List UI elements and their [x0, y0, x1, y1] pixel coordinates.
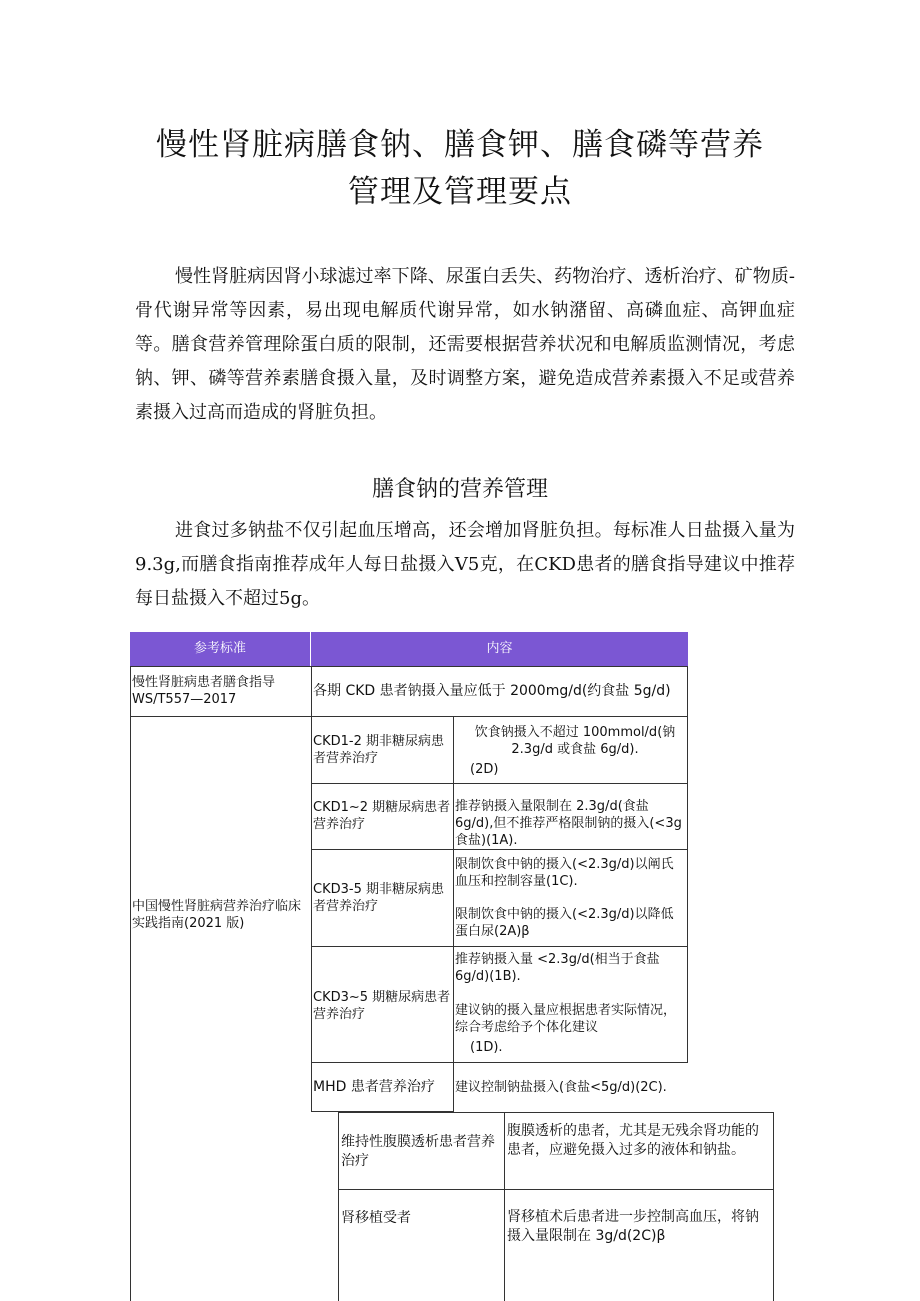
content-cell: 限制饮食中钠的摄入(<2.3g/d)以阐氏血压和控制容量(1C).: [455, 857, 674, 889]
rule: [338, 1112, 339, 1301]
category-cell: 维持性腹膜透析患者营养治疗: [341, 1134, 495, 1169]
rule: [311, 946, 688, 947]
content-cell: 建议钠的摄入量应根据患者实际情况，综合考虑给予个体化建议: [455, 1003, 677, 1035]
category-cell: CKD3-5 期非糖尿病患者营养治疗: [313, 882, 444, 914]
content-cell: 饮食钠摄入不超过 100mmol/d(钠 2.3g/d 或食盐 6g/d).: [474, 725, 676, 757]
table-header-standard: 参考标准: [130, 632, 310, 666]
rule: [311, 1062, 688, 1063]
content-cell: 推荐钠摄入量限制在 2.3g/d(食盐 6g/d),但不推荐严格限制钠的摄入(<3g 食盐)(1A).: [455, 799, 682, 848]
content-cell: 肾移植术后患者进一步控制高血压，将钠摄入量限制在 3g/d(2C)β: [507, 1209, 759, 1244]
rule: [311, 783, 688, 784]
content-cell: (2D): [470, 762, 499, 777]
rule: [338, 1112, 774, 1113]
row1-content: 各期 CKD 患者钠摄入量应低于 2000mg/d(约食盐 5g/d): [313, 683, 671, 699]
table-header-content: 内容: [311, 632, 688, 666]
rule: [311, 849, 688, 850]
row1-standard: 慢性肾脏病患者膳食指导 WS/T557—2017: [132, 675, 276, 707]
rule: [687, 666, 688, 1062]
rule: [130, 666, 688, 667]
rule: [130, 716, 688, 717]
category-cell: MHD 患者营养治疗: [313, 1079, 435, 1095]
intro-paragraph: 慢性肾脏病因肾小球滤过率下降、尿蛋白丢失、药物治疗、透析治疗、矿物质-骨代谢异常等因素，易出现电解质代谢异常，如水钠潴留、高磷血症、高钾血症等。膳食营养管理除蛋白质的限制，还需要根据营养状况和电解质监测情况，考虑钠、钾、磷等营养素膳食摄入量，及时调整方案，避免造成营养素摄入不足或营养素摄入过高而造成的肾脏负担。: [135, 266, 795, 423]
title-line-1: 慢性肾脏病膳食钠、膳食钾、膳食磷等营养: [156, 127, 764, 163]
rule: [504, 1112, 505, 1301]
rule: [130, 666, 131, 1301]
content-cell: 限制饮食中钠的摄入(<2.3g/d)以降低蛋白尿(2A)β: [455, 907, 674, 939]
rule: [311, 666, 312, 1112]
rule: [773, 1112, 774, 1301]
document-title: [100, 122, 820, 216]
category-cell: 肾移植受者: [341, 1210, 411, 1226]
category-cell: CKD1~2 期糖尿病患者营养治疗: [313, 800, 451, 832]
category-cell: CKD1-2 期非糖尿病患者营养治疗: [313, 734, 444, 766]
section-title: 膳食钠的营养管理: [371, 477, 548, 502]
content-cell: 推荐钠摄入量 <2.3g/d(相当于食盐 6g/d)(1B).: [455, 952, 660, 984]
content-cell: (1D).: [470, 1040, 503, 1055]
content-cell: 腹膜透析的患者，尤其是无残余肾功能的患者，应避免摄入过多的液体和钠盐。: [507, 1123, 759, 1158]
rule: [338, 1189, 774, 1190]
group-standard: 中国慢性肾脏病营养治疗临床实践指南(2021 版): [132, 899, 302, 931]
title-line-2: 管理及管理要点: [348, 174, 572, 210]
content-cell: 建议控制钠盐摄入(食盐<5g/d)(2C).: [455, 1080, 667, 1095]
section-paragraph: 进食过多钠盐不仅引起血压增高，还会增加肾脏负担。每标准人日盐摄入量为9.3g,而膳食指南推荐成年人每日盐摄入V5克，在CKD患者的膳食指导建议中推荐每日盐摄入不超过5g。: [135, 520, 795, 609]
category-cell: CKD3~5 期糖尿病患者营养治疗: [313, 990, 451, 1022]
rule: [453, 716, 454, 1112]
